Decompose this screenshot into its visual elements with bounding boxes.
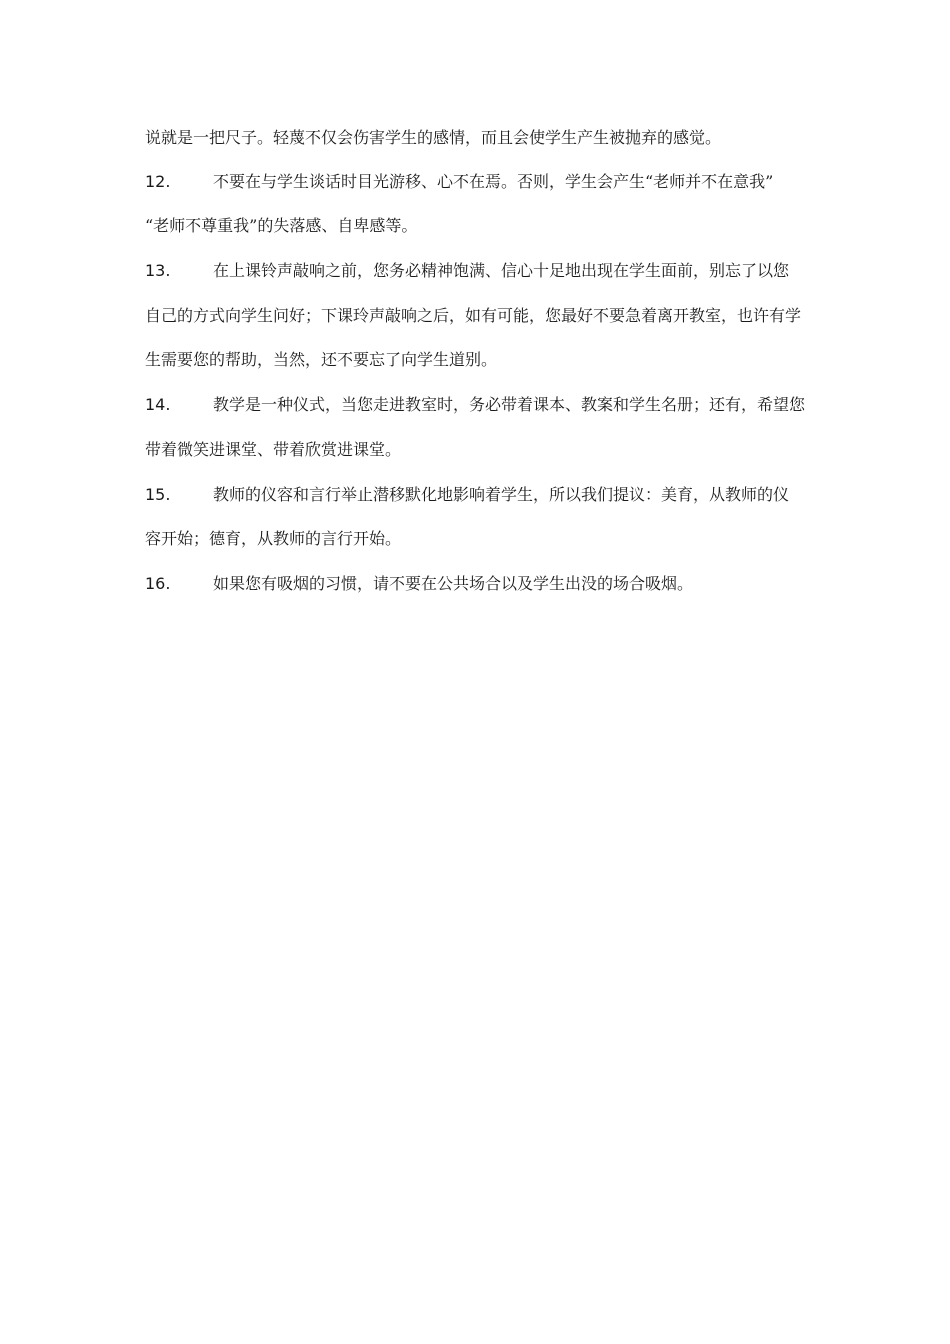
item-15-line-1: 教师的仪容和言行举止潜移默化地影响着学生，所以我们提议：美育，从教师的仪: [213, 485, 790, 504]
item-13-line-3: 生需要您的帮助，当然，还不要忘了向学生道别。: [145, 350, 498, 369]
item-number-16: 16.: [145, 574, 171, 593]
item-13-line-2: 自己的方式向学生问好；下课玲声敲响之后，如有可能，您最好不要急着离开教室，也许有学: [145, 306, 802, 325]
item-number-14: 14.: [145, 395, 171, 414]
paragraph-continuation: 说就是一把尺子。轻蔑不仅会伤害学生的感情，而且会使学生产生被抛弃的感觉。: [145, 128, 722, 147]
item-number-15: 15.: [145, 485, 171, 504]
item-13-line-1: 在上课铃声敲响之前，您务必精神饱满、信心十足地出现在学生面前，别忘了以您: [213, 261, 790, 280]
item-14-line-1: 教学是一种仪式，当您走进教室时，务必带着课本、教案和学生名册；还有，希望您: [213, 395, 806, 414]
item-16-line-1: 如果您有吸烟的习惯，请不要在公共场合以及学生出没的场合吸烟。: [213, 574, 694, 593]
item-14-line-2: 带着微笑进课堂、带着欣赏进课堂。: [145, 440, 402, 459]
item-12-line-2: “老师不尊重我”的失落感、自卑感等。: [145, 216, 418, 235]
item-15-line-2: 容开始；德育，从教师的言行开始。: [145, 529, 402, 548]
item-12-line-1: 不要在与学生谈话时目光游移、心不在焉。否则，学生会产生“老师并不在意我”: [213, 172, 774, 191]
item-number-13: 13.: [145, 261, 171, 280]
item-number-12: 12.: [145, 172, 171, 191]
